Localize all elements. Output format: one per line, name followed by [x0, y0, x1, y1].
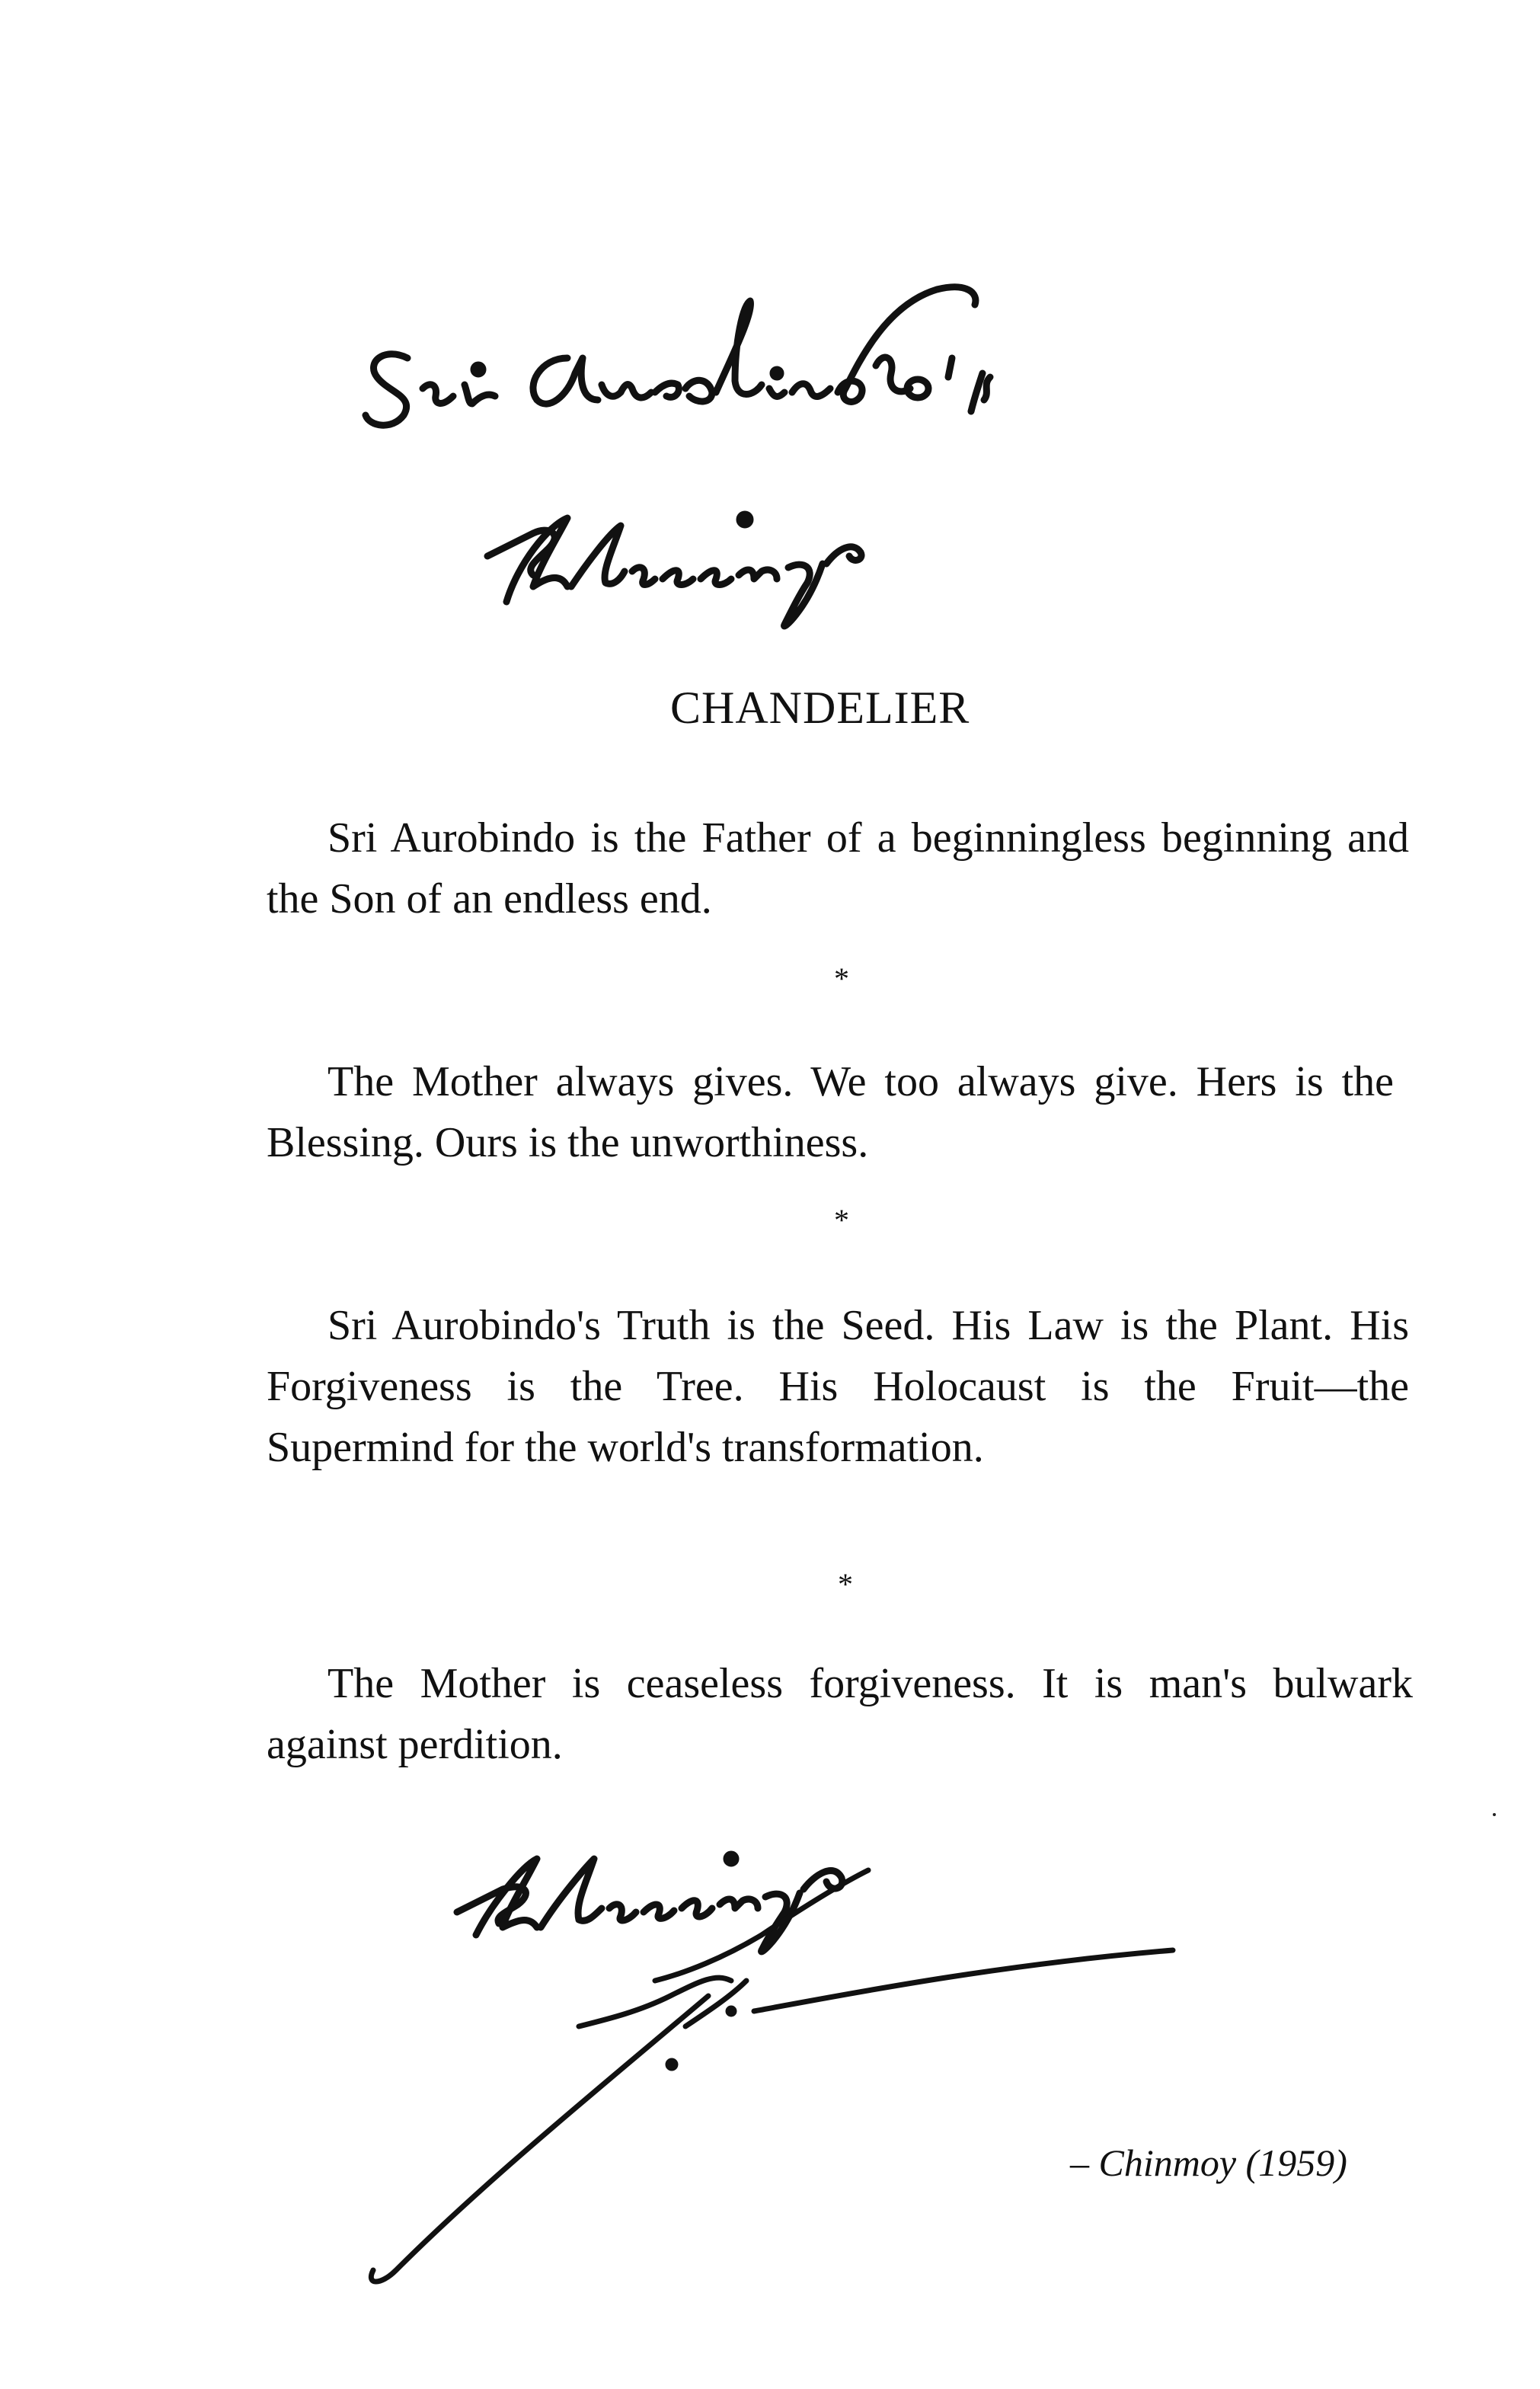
paragraph-3: Sri Aurobindo's Truth is the Seed. His Law is the Plant. His Forgiveness is the Tree. His Holocaust is the Fruit—the Supermind for the world's transformation. [267, 1302, 1409, 1471]
separator-star-3: * [838, 1567, 853, 1601]
separator-star-2: * [834, 1203, 849, 1237]
handwritten-blessings-footer [457, 1854, 842, 1952]
handwritten-blessings-header [487, 514, 861, 626]
page-title: CHANDELIER [670, 683, 970, 733]
separator-star-1: * [834, 961, 849, 996]
paragraph-2: The Mother always gives. We too always give. Hers is the Blessing. Ours is the unworthiness. [267, 1058, 1394, 1166]
paragraph-4: The Mother is ceaseless forgiveness. It is man's bulwark against perdition. [267, 1660, 1413, 1768]
attribution: – Chinmoy (1959) [1070, 2141, 1347, 2184]
scan-speck [1493, 1813, 1496, 1816]
paragraph-1: Sri Aurobindo is the Father of a beginningless beginning and the Son of an endless end. [267, 814, 1409, 923]
handwritten-sri-aurobindos [366, 287, 990, 425]
